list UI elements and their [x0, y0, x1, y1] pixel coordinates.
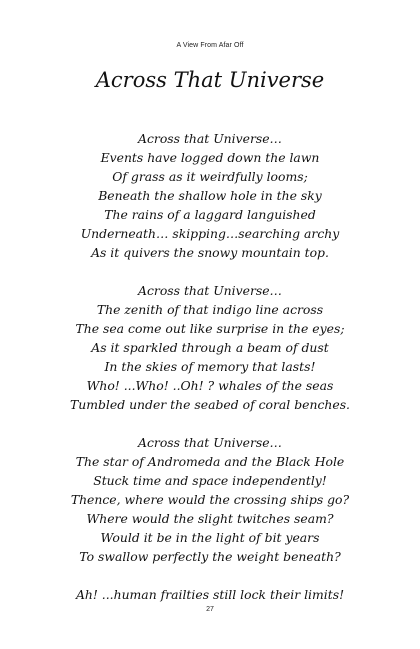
poem-line: To swallow perfectly the weight beneath? — [79, 549, 341, 564]
poem-line: Of grass as it weirdfully looms; — [112, 169, 308, 184]
poem-title: Across That Universe — [95, 68, 325, 92]
poem-line: Thence, where would the crossing ships go? — [70, 492, 350, 507]
page-number: 27 — [206, 606, 214, 613]
poem-line: The rains of a laggard languished — [104, 207, 316, 222]
poem-line: Would it be in the light of bit years — [100, 530, 320, 545]
poem-line: Ah! ...human frailties still lock their limits! — [75, 587, 345, 602]
poem-line: In the skies of memory that lasts! — [104, 359, 316, 374]
poem-line: Events have logged down the lawn — [100, 150, 320, 165]
running-header: A View From Afar Off — [176, 42, 244, 49]
poem-line: Beneath the shallow hole in the sky — [98, 188, 322, 203]
poem-line: Where would the slight twitches seam? — [86, 511, 334, 526]
stanza-4 — [0, 585, 420, 604]
poem-body — [0, 129, 420, 623]
poem-line: Across that Universe… — [138, 435, 282, 450]
poem-line: As it quivers the snowy mountain top. — [91, 245, 329, 260]
poem-line: Tumbled under the seabed of coral benches. — [69, 397, 350, 412]
stanza-2 — [0, 281, 420, 414]
poem-line: As it sparkled through a beam of dust — [91, 340, 329, 355]
poem-line: The zenith of that indigo line across — [96, 302, 324, 317]
poem-line: Who! ...Who! ..Oh! ? whales of the seas — [86, 378, 334, 393]
stanza-3 — [0, 433, 420, 566]
stanza-1 — [0, 129, 420, 262]
poem-line: Across that Universe… — [138, 131, 282, 146]
poem-line: The sea come out like surprise in the eyes; — [75, 321, 345, 336]
poem-line: Underneath… skipping…searching archy — [80, 226, 340, 241]
poem-line: Stuck time and space independently! — [93, 473, 327, 488]
poem-line: The star of Andromeda and the Black Hole — [75, 454, 345, 469]
poem-line: Across that Universe… — [138, 283, 282, 298]
